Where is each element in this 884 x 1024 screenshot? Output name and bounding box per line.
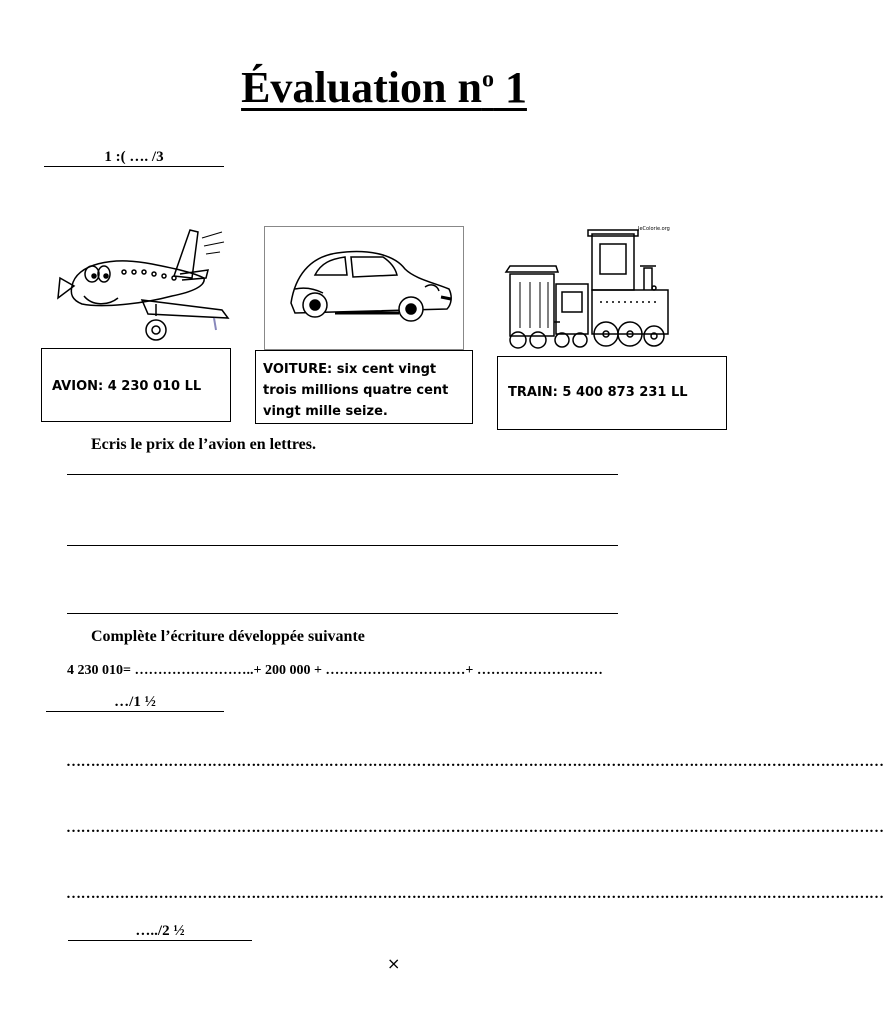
train-image (504, 222, 676, 352)
avion-price-text: AVION: 4 230 010 LL (52, 379, 202, 394)
close-icon[interactable]: × (387, 954, 401, 973)
voiture-price-line: trois millions quatre cent (263, 383, 449, 398)
dotted-answer-line: …………………………………………………………………………………………………………………………………………………… (66, 754, 884, 770)
train-image-credit: JeColorie.org (638, 226, 670, 232)
car-image (264, 226, 464, 350)
answer-line (67, 474, 618, 475)
answer-line (67, 613, 618, 614)
voiture-price-line: VOITURE: six cent vingt (263, 362, 437, 377)
answer-line (67, 545, 618, 546)
airplane-image (52, 226, 238, 350)
voiture-price-line: vingt mille seize. (263, 404, 388, 419)
score-section-1: 1 :( …. /3 (44, 148, 224, 167)
score-section-2: …/1 ½ (46, 693, 224, 712)
dotted-answer-line: …………………………………………………………………………………………………………………………………………………… (66, 820, 884, 836)
train-price-box (497, 356, 727, 430)
avion-price-box (41, 348, 231, 422)
score-section-3: …../2 ½ (68, 922, 252, 941)
expanded-form-equation: 4 230 010= ……………………..+ 200 000 + …………………………+ ……………………… (67, 663, 603, 678)
question-2: Complète l’écriture développée suivante (91, 628, 365, 645)
dotted-answer-line: …………………………………………………………………………………………………………………………………………………… (66, 886, 884, 902)
train-price-text: TRAIN: 5 400 873 231 LL (508, 385, 688, 400)
voiture-price-box (255, 350, 473, 424)
page-title: Évaluation $n^o$ 1 (241, 63, 527, 112)
question-1: Ecris le prix de l’avion en lettres. (91, 436, 316, 453)
